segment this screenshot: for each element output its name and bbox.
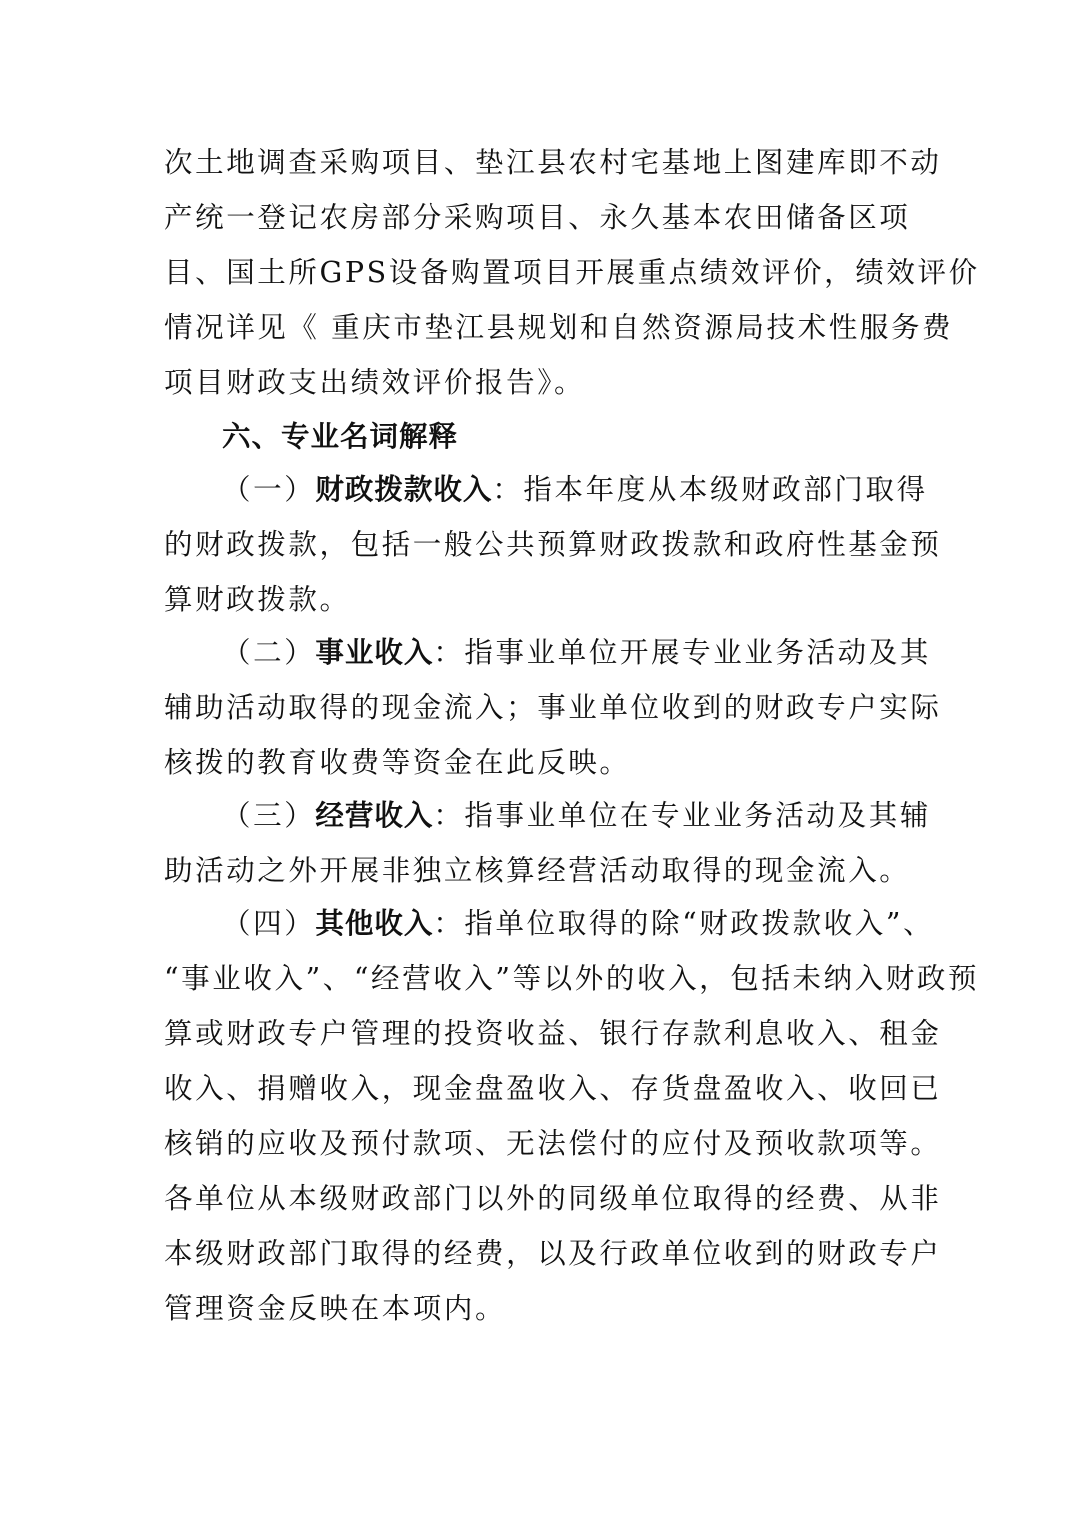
- paragraph-line: 收入、捐赠收入，现金盘盈收入、存货盘盈收入、收回已: [164, 1072, 942, 1105]
- paragraph-line: 的财政拨款，包括一般公共预算财政拨款和政府性基金预: [164, 528, 942, 561]
- definition-text: ：指本年度从本级财政部门取得: [492, 473, 928, 506]
- paragraph-line: 目、国土所GPS设备购置项目开展重点绩效评价，绩效评价: [164, 256, 980, 289]
- definition-item-3-first-line: [222, 796, 931, 836]
- definition-text: ：指事业单位开展专业业务活动及其: [433, 636, 931, 669]
- definition-item-2-first-line: [222, 633, 931, 673]
- item-number: （四）: [222, 907, 316, 940]
- paragraph-line: 管理资金反映在本项内。: [164, 1292, 507, 1325]
- paragraph-line: 辅助活动取得的现金流入；事业单位收到的财政专户实际: [164, 691, 942, 724]
- definition-term: 财政拨款收入: [315, 473, 493, 506]
- section-heading: 六、专业名词解释: [222, 420, 459, 453]
- definition-term: 经营收入: [315, 799, 434, 832]
- paragraph-line: 核拨的教育收费等资金在此反映。: [164, 746, 631, 779]
- paragraph-line: “事业收入”、“经营收入”等以外的收入，包括未纳入财政预: [164, 962, 980, 995]
- definition-item-1-first-line: [222, 470, 928, 510]
- item-number: （二）: [222, 636, 316, 669]
- item-number: （一）: [222, 473, 316, 506]
- definition-text: ：指单位取得的除“财政拨款收入”、: [433, 907, 935, 940]
- paragraph-line: 各单位从本级财政部门以外的同级单位取得的经费、从非: [164, 1182, 942, 1215]
- paragraph-line: 次土地调查采购项目、垫江县农村宅基地上图建库即不动: [164, 146, 942, 179]
- paragraph-line: 算或财政专户管理的投资收益、银行存款利息收入、租金: [164, 1017, 942, 1050]
- item-number: （三）: [222, 799, 316, 832]
- paragraph-line: 助活动之外开展非独立核算经营活动取得的现金流入。: [164, 854, 911, 887]
- paragraph-line: 核销的应收及预付款项、无法偿付的应付及预收款项等。: [164, 1127, 942, 1160]
- paragraph-line: 本级财政部门取得的经费，以及行政单位收到的财政专户: [164, 1237, 942, 1270]
- definition-text: ：指事业单位在专业业务活动及其辅: [433, 799, 931, 832]
- paragraph-line: 情况详见《 重庆市垫江县规划和自然资源局技术性服务费: [164, 311, 954, 344]
- paragraph-line: 产统一登记农房部分采购项目、永久基本农田储备区项: [164, 201, 911, 234]
- paragraph-line: 算财政拨款。: [164, 583, 351, 616]
- definition-term: 事业收入: [315, 636, 434, 669]
- definition-item-4-first-line: [222, 904, 934, 944]
- paragraph-line: 项目财政支出绩效评价报告》。: [164, 366, 586, 399]
- definition-term: 其他收入: [315, 907, 434, 940]
